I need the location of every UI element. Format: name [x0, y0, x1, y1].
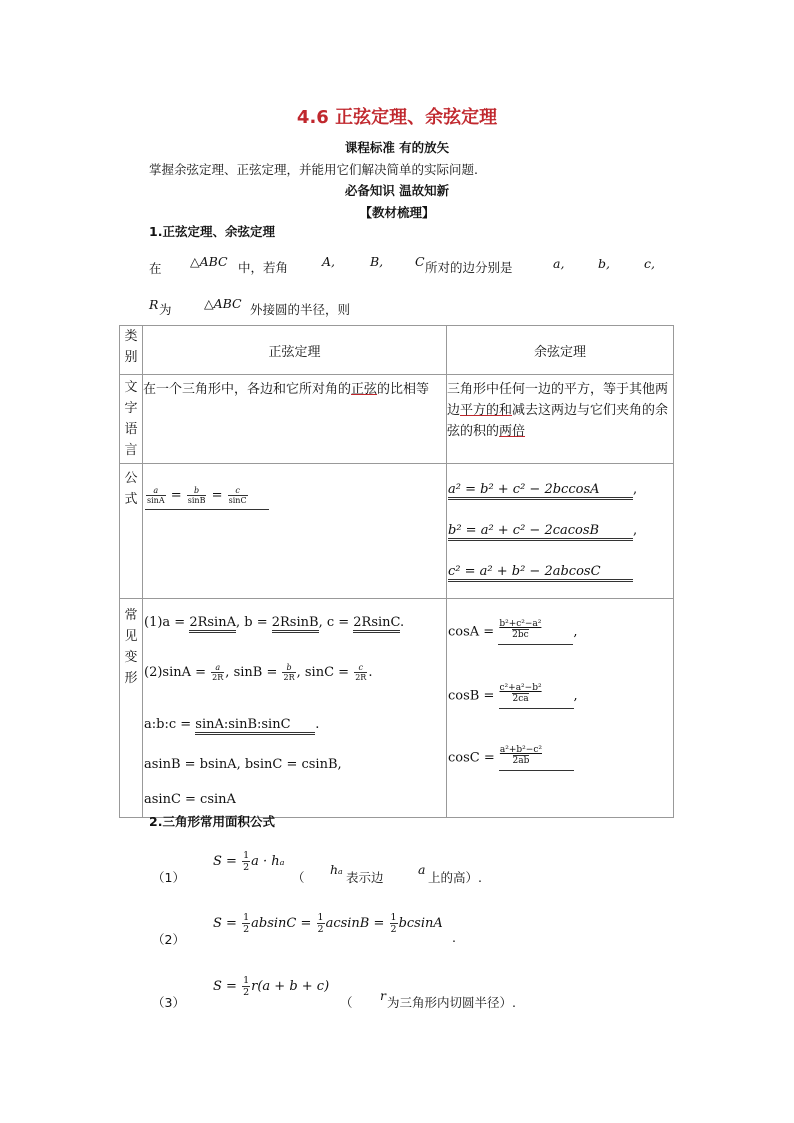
- variant-line-4: asinB = bsinA, bsinC = csinB,: [144, 757, 342, 772]
- cosine-law-c: c² = a² + b² − 2abcosC: [448, 564, 633, 582]
- cosC-formula: cosC = $\frac{\text{a²+b²−c²}}{2ab}$: [448, 745, 574, 771]
- cosine-variants-cell: [447, 599, 674, 818]
- header-sine: 正弦定理: [143, 326, 447, 375]
- variant-line-5: asinC = csinA: [144, 792, 236, 807]
- blank-answer: 2RsinB: [272, 615, 319, 633]
- header-category: 类别: [120, 326, 143, 375]
- cosine-formula-cell: a² = b² + c² − 2bccosA , b² = a² + c² − 2cacosB , c² = a² + b² − 2abcosC: [447, 464, 674, 599]
- row-label-formula: 公式: [120, 464, 143, 599]
- variant-line-2: (2)sinA = $\frac{a}{2R}$ , sinB = $\frac{b}{2R}$ , sinC = $\frac{c}{2R}$ .: [144, 663, 373, 682]
- section-heading: 必备知识 温故知新: [344, 183, 450, 198]
- cosine-law-a: a² = b² + c² − 2bccosA: [448, 482, 633, 500]
- blank-answer: 2RsinC: [353, 615, 400, 633]
- variant-line-1: (1)a = 2RsinA, b = 2RsinB, c = 2RsinC.: [144, 615, 404, 630]
- part2-heading: 2.三角形常用面积公式: [149, 814, 275, 829]
- bracket-heading: 【教材梳理】: [359, 205, 435, 220]
- row-label-text: 文字语言: [120, 375, 143, 464]
- table-row-text: [120, 375, 674, 464]
- cosine-text-cell: 三角形中任何一边的平方，等于其他两边平方的和减去这两边与它们夹角的余弦的积的两倍: [447, 375, 674, 464]
- sine-variants-cell: [143, 599, 447, 818]
- part1-heading: 1.正弦定理、余弦定理: [149, 224, 275, 239]
- page-title: 4.6 正弦定理、余弦定理: [296, 107, 498, 128]
- sine-text-cell: 在一个三角形中，各边和它所对角的正弦的比相等: [143, 375, 447, 464]
- subtitle: 课程标准 有的放矢: [344, 140, 450, 155]
- sine-formula-cell: [143, 464, 447, 599]
- blank-answer: 正弦: [351, 382, 378, 397]
- cosB-formula: cosB = $\frac{\text{c²+a²−b²}}{2ca}$ ,: [448, 683, 578, 709]
- blank-answer: 两倍: [499, 424, 526, 439]
- row-label-variants: 常见变形: [120, 599, 143, 818]
- cosine-law-b: b² = a² + c² − 2cacosB: [448, 523, 633, 541]
- blank-answer: 2RsinA: [189, 615, 236, 633]
- theorem-table: [119, 325, 674, 818]
- sine-law-formula: $\frac{a}{\sin A}$ = $\frac{b}{\sin B}$ = $\frac{c}{\sin C}$: [145, 486, 269, 510]
- header-cosine: 余弦定理: [447, 326, 674, 375]
- table-row-formula: [120, 464, 674, 599]
- table-header-row: [120, 326, 674, 375]
- blank-answer: 平方的和: [460, 403, 513, 418]
- cosA-formula: cosA = $\frac{\text{b²+c²−a²}}{2bc}$ ,: [448, 619, 577, 645]
- variant-line-3: a:b:c = sinA:sinB:sinC .: [144, 717, 319, 735]
- objective: 掌握余弦定理、正弦定理，并能用它们解决简单的实际问题.: [149, 162, 478, 177]
- table-row-variants: [120, 599, 674, 818]
- blank-answer: sinA:sinB:sinC: [195, 717, 315, 735]
